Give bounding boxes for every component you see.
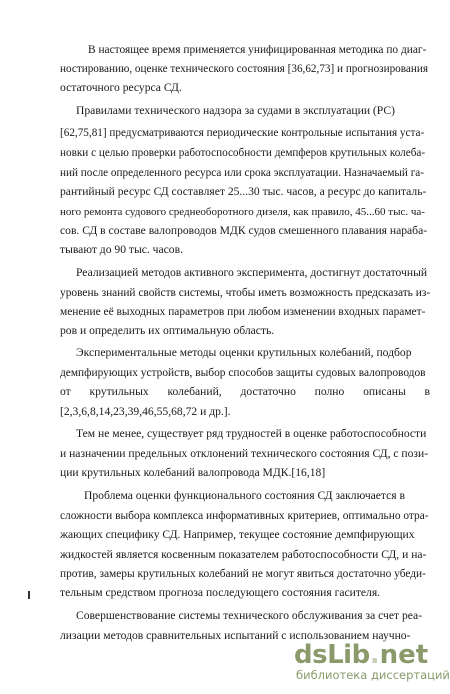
text-line: ров и определить их оптимальную область.	[60, 324, 275, 337]
text-line: Совершенствование системы технического обслуживания за счет реа-	[76, 609, 423, 622]
dslib-watermark-logo	[294, 640, 450, 688]
text-line: Проблема оценки функционального состояния СД заключается в	[84, 489, 405, 502]
text-line: [2,3,6,8,14,23,39,46,55,68,72 и др.].	[60, 405, 231, 418]
text-line: жидкостей является косвенным показателем работоспособности СД, и на-	[60, 548, 427, 561]
text-line: лизации методов сравнительных испытаний с использованием научно-	[60, 629, 411, 642]
text-line: новки с целью проверки работоспособности демпферов крутильных колеба-	[60, 147, 426, 159]
text-line: сложности выбора комплекса информативных критериев, оптимально отра-	[60, 510, 429, 522]
text-line: рантийный ресурс СД составляет 25...30 тыс. часов, а ресурс до капиталь-	[60, 185, 427, 198]
logo-brand-dot: .	[369, 640, 380, 670]
text-line: остаточного ресурса СД.	[60, 81, 182, 94]
text-line: демпфирующих устройств, выбор способов защиты судовых валопроводов	[60, 367, 426, 379]
text-line: В настоящее время применяется унифицированная методика по диаг-	[88, 44, 427, 56]
text-line: и назначении предельных отклонений технического состояния СД, с пози-	[60, 447, 429, 460]
text-line: Реализацией методов активного эксперимента, достигнут достаточный	[76, 266, 428, 279]
logo-brand-part1: dsLib	[294, 640, 370, 670]
text-line: тывают до 90 тыс. часов.	[60, 243, 183, 256]
text-line: Правилами технического надзора за судами в эксплуатации (РС)	[76, 104, 395, 117]
text-line: менение её выходных параметров при любом изменении входных парамет-	[60, 306, 426, 318]
text-line: сов. СД в составе валопроводов МДК судов смешенного плавания нараба-	[60, 224, 428, 237]
text-line: ний после определенного ресурса или срока эксплуатации. Назначаемый га-	[60, 167, 424, 179]
text-line: жающих специфику СД. Например, текущее состояние демпфирующих	[60, 528, 415, 541]
logo-brand-part2: net	[379, 640, 429, 670]
text-line: от крутильных колебаний, достаточно полно описаны в	[60, 385, 430, 398]
text-line: ного ремонта судового среднеоборотного дизеля, как правило, 45...60 тыс. ча-	[60, 206, 425, 218]
text-line: ции крутильных колебаний валопровода МДК.[16,18]	[60, 466, 326, 479]
text-line: Экспериментальные методы оценки крутильных колебаний, подбор	[76, 346, 412, 359]
text-line: ностированию, оценке технического состояния [36,62,73] и прогнозирования	[60, 63, 428, 75]
text-line: против, замеры крутильных колебаний не могут явиться достаточно убеди-	[60, 568, 426, 580]
text-line: тельным средством прогноза последующего состояния гасителя.	[60, 586, 381, 599]
text-line: [62,75,81] предусматриваются периодические контрольные испытания уста-	[60, 127, 425, 139]
text-line: уровень знаний свойств системы, чтобы иметь возможность предсказать из-	[60, 287, 431, 299]
text-line: Тем не менее, существует ряд трудностей в оценке работоспособности	[76, 427, 427, 440]
margin-mark	[28, 591, 30, 599]
logo-subtitle: библиотека диссертаций	[296, 668, 450, 682]
